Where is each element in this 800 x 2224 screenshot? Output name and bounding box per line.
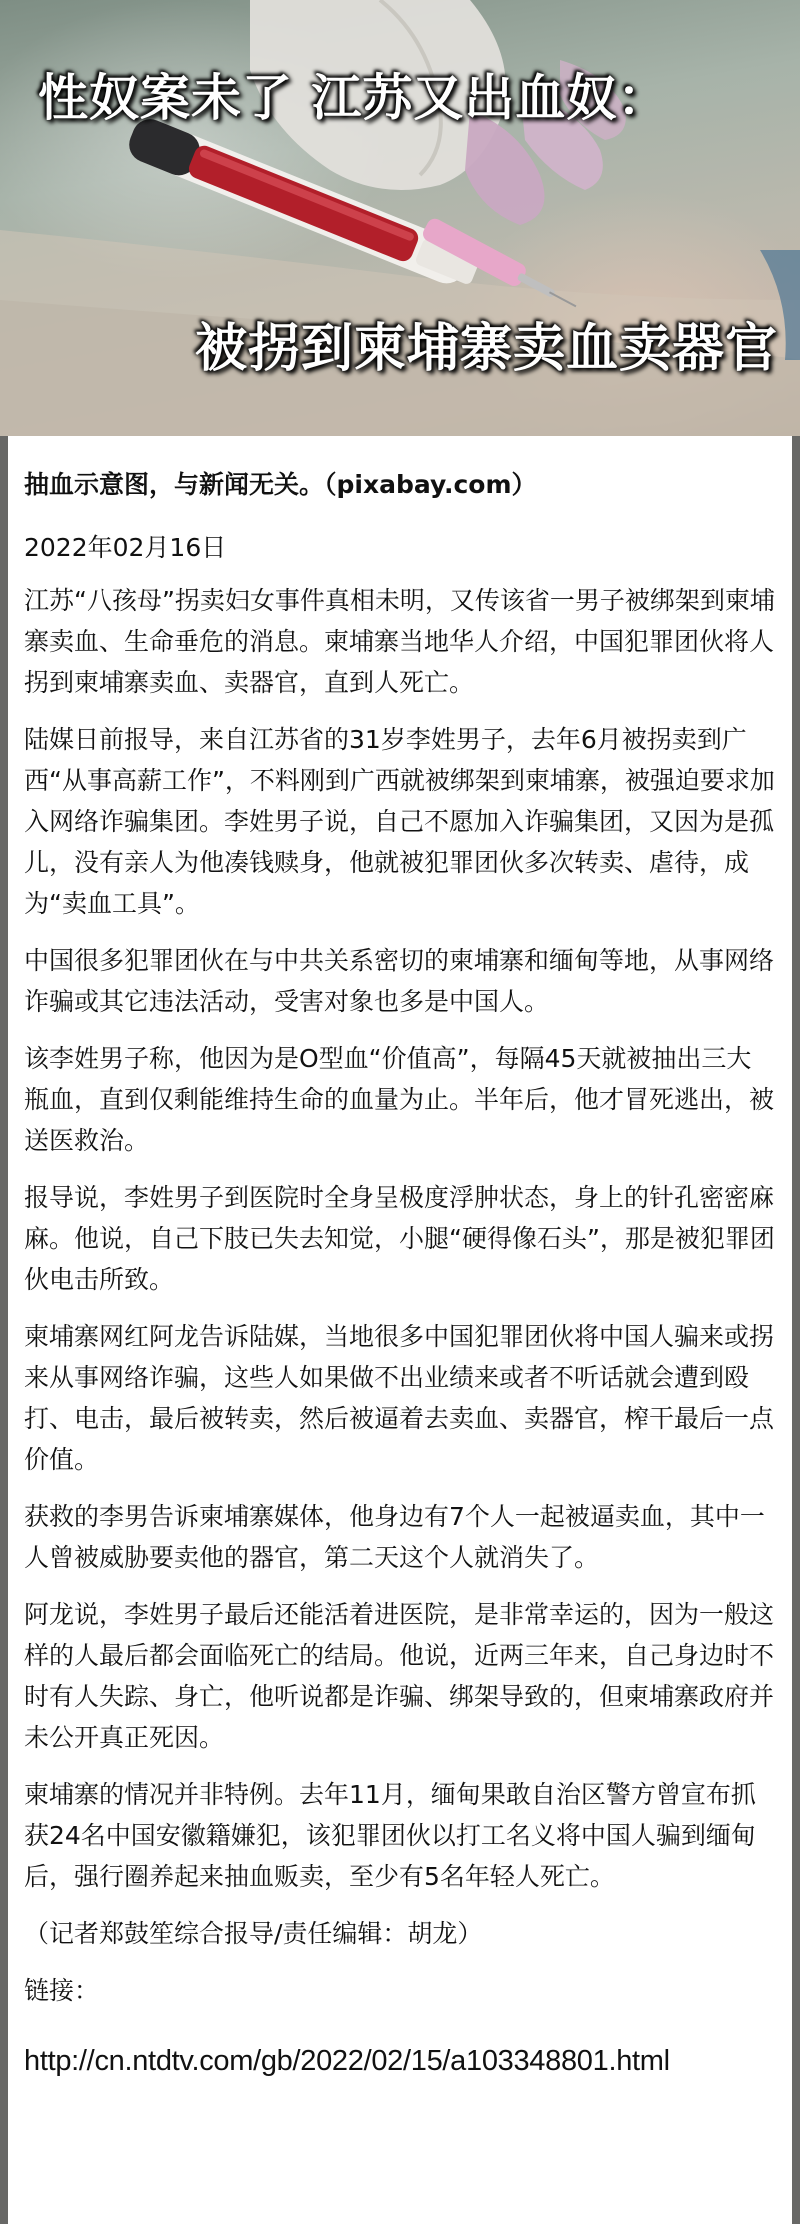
- hero-image: [0, 0, 800, 436]
- hero-title: 性奴案未了 江苏又出血奴：: [38, 69, 669, 127]
- publish-date: 2022年02月16日: [24, 533, 227, 562]
- link-label: 链接：: [24, 1976, 100, 2005]
- paragraph-4: 该李姓男子称，他因为是O型血“价值高”，每隔45天就被抽出三大瓶血，直到仅剩能维持生命的血量为止。半年后，他才冒死逃出，被送医救治。: [24, 1044, 775, 1155]
- paragraph-6: 柬埔寨网红阿龙告诉陆媒，当地很多中国犯罪团伙将中国人骗来或拐来从事网络诈骗，这些人如果做不出业绩来或者不听话就会遭到殴打、电击，最后被转卖，然后被逼着去卖血、卖器官，榨干最后一点价值。: [24, 1322, 775, 1474]
- paragraph-7: 获救的李男告诉柬埔寨媒体，他身边有7个人一起被逼卖血，其中一人曾被威胁要卖他的器官，第二天这个人就消失了。: [24, 1502, 765, 1572]
- byline: （记者郑鼓笙综合报导/责任编辑：胡龙）: [24, 1919, 483, 1948]
- source-link[interactable]: http://cn.ntdtv.com/gb/2022/02/15/a103348801.html: [24, 2045, 670, 2077]
- hero-subtitle: 被拐到柬埔寨卖血卖器官: [194, 319, 778, 379]
- paragraph-2: 陆媒日前报导，来自江苏省的31岁李姓男子，去年6月被拐卖到广西“从事高薪工作”，不料刚到广西就被绑架到柬埔寨，被强迫要求加入网络诈骗集团。李姓男子说，自己不愿加入诈骗集团，又因为是孤儿，没有亲人为他凑钱赎身，他就被犯罪团伙多次转卖、虐待，成为“卖血工具”。: [24, 725, 775, 918]
- paragraph-8: 阿龙说，李姓男子最后还能活着进医院，是非常幸运的，因为一般这样的人最后都会面临死亡的结局。他说，近两三年来，自己身边时不时有人失踪、身亡，他听说都是诈骗、绑架导致的，但柬埔寨政府并未公开真正死因。: [24, 1600, 775, 1752]
- paragraph-3: 中国很多犯罪团伙在与中共关系密切的柬埔寨和缅甸等地，从事网络诈骗或其它违法活动，受害对象也多是中国人。: [24, 946, 775, 1016]
- image-caption: 抽血示意图，与新闻无关。（pixabay.com）: [24, 470, 537, 499]
- paragraph-1: 江苏“八孩母”拐卖妇女事件真相未明，又传该省一男子被绑架到柬埔寨卖血、生命垂危的消息。柬埔寨当地华人介绍，中国犯罪团伙将人拐到柬埔寨卖血、卖器官，直到人死亡。: [24, 586, 775, 697]
- article-body: [8, 436, 792, 2224]
- paragraph-9: 柬埔寨的情况并非特例。去年11月，缅甸果敢自治区警方曾宣布抓获24名中国安徽籍嫌犯，该犯罪团伙以打工名义将中国人骗到缅甸后，强行圈养起来抽血贩卖，至少有5名年轻人死亡。: [24, 1780, 756, 1891]
- paragraph-5: 报导说，李姓男子到医院时全身呈极度浮肿状态，身上的针孔密密麻麻。他说，自己下肢已失去知觉，小腿“硬得像石头”，那是被犯罪团伙电击所致。: [24, 1183, 775, 1294]
